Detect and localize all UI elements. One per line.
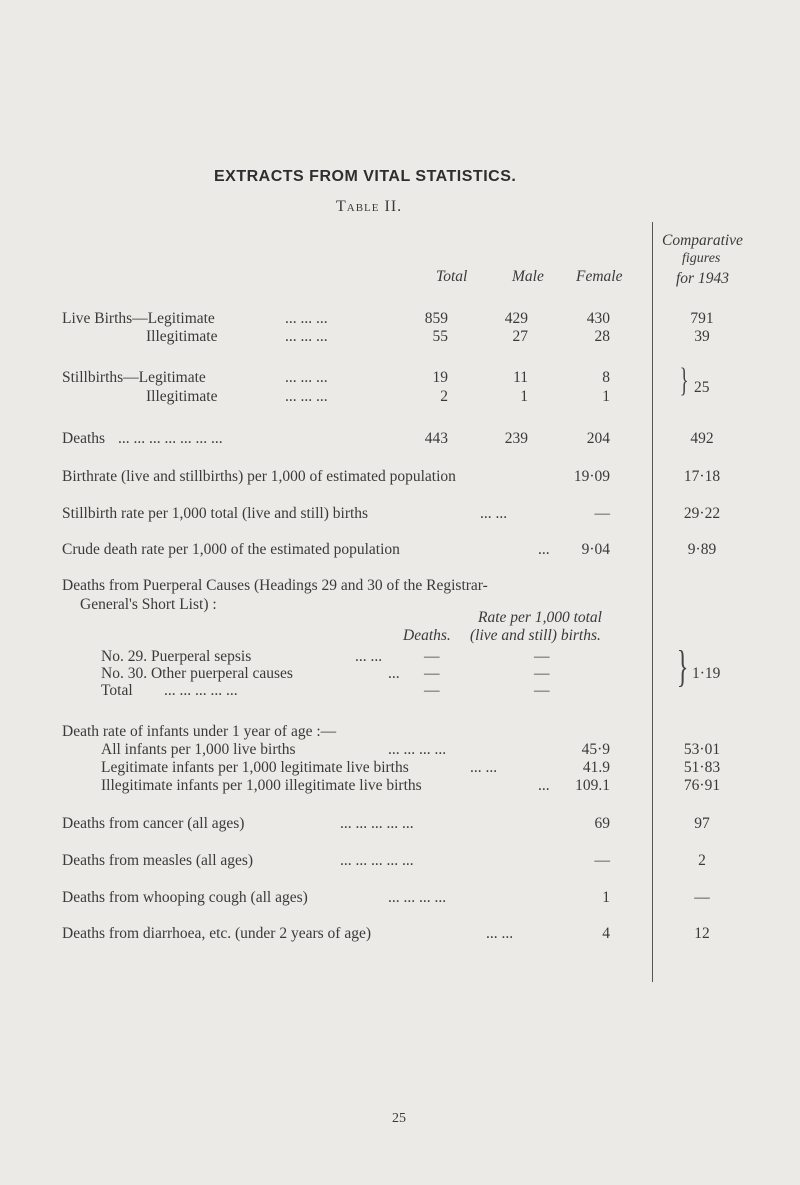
puerperal-rate-header-1: Rate per 1,000 total [478, 609, 602, 626]
leader-dots: ... ... [355, 648, 383, 665]
cell-deaths: — [424, 665, 440, 682]
row-label: Crude death rate per 1,000 of the estimated population [62, 541, 400, 558]
table-caption: Table II. [336, 198, 403, 215]
cell-comparative: 17·18 [683, 468, 721, 485]
col-total-header: Total [436, 268, 468, 285]
cell-female: 430 [586, 310, 610, 327]
puerperal-heading-1: Deaths from Puerperal Causes (Headings 29 and 30 of the Registrar- [62, 577, 488, 594]
cell-total: 2 [440, 388, 448, 405]
leader-dots: ... ... ... [285, 388, 328, 405]
col-comparative-header-1: Comparative [662, 232, 743, 249]
row-label: Legitimate infants per 1,000 legitimate live births [101, 759, 409, 776]
cell-comparative: 9·89 [687, 541, 717, 558]
leader-dots: ... [538, 777, 550, 794]
row-label: Illegitimate [146, 388, 218, 405]
cell-comparative: 39 [694, 328, 710, 345]
row-label: Stillbirths—Legitimate [62, 369, 206, 386]
leader-dots: ... ... ... ... [388, 741, 447, 758]
row-label: Birthrate (live and stillbirths) per 1,000 of estimated population [62, 468, 456, 485]
row-label: Total [101, 682, 133, 699]
cell-female: 8 [602, 369, 610, 386]
cell-female: 1 [602, 388, 610, 405]
leader-dots: ... ... [470, 759, 498, 776]
leader-dots: ... ... ... ... [388, 889, 447, 906]
cell-comparative: 1·19 [692, 665, 721, 682]
infants-heading: Death rate of infants under 1 year of age :— [62, 723, 337, 740]
cell-value: 1 [602, 889, 610, 906]
cell-comparative: 76·91 [683, 777, 721, 794]
cell-male: 11 [513, 369, 528, 386]
cell-value: 9·04 [581, 541, 610, 558]
cell-female: 28 [594, 328, 610, 345]
col-comparative-header-3: for 1943 [676, 270, 729, 287]
leader-dots: ... [538, 541, 550, 558]
cell-comparative: 492 [690, 430, 714, 447]
cell-rate: — [534, 665, 550, 682]
cell-male: 1 [520, 388, 528, 405]
row-label: Live Births—Legitimate [62, 310, 215, 327]
cell-rate: — [534, 682, 550, 699]
puerperal-heading-2: General's Short List) : [80, 596, 217, 613]
row-label: Deaths from measles (all ages) [62, 852, 254, 869]
cell-total: 19 [432, 369, 448, 386]
cell-value: 41.9 [582, 759, 610, 776]
row-label: Deaths from cancer (all ages) [62, 815, 245, 832]
cell-total: 859 [424, 310, 448, 327]
cell-deaths: — [424, 648, 440, 665]
cell-male: 27 [512, 328, 528, 345]
col-male-header: Male [512, 268, 544, 285]
cell-total: 55 [432, 328, 448, 345]
leader-dots: ... ... [486, 925, 514, 942]
cell-value: 45·9 [581, 741, 610, 758]
puerperal-deaths-header: Deaths. [403, 627, 451, 644]
leader-dots: ... ... ... [285, 328, 328, 345]
leader-dots: ... ... [480, 505, 508, 522]
row-label: All infants per 1,000 live births [101, 741, 296, 758]
leader-dots: ... ... ... [285, 369, 328, 386]
col-female-header: Female [576, 268, 623, 285]
leader-dots: ... ... ... ... ... [164, 682, 238, 699]
cell-male: 429 [504, 310, 528, 327]
column-divider [652, 222, 653, 982]
cell-comparative: 53·01 [683, 741, 721, 758]
cell-comparative: 97 [694, 815, 710, 832]
leader-dots: ... ... ... ... ... ... ... [118, 430, 223, 447]
puerperal-rate-header-2: (live and still) births. [470, 627, 601, 644]
cell-value: — [594, 505, 610, 522]
cell-value: 109.1 [575, 777, 610, 794]
cell-comparative: 51·83 [683, 759, 721, 776]
cell-male: 239 [504, 430, 528, 447]
cell-comparative: 29·22 [683, 505, 721, 522]
leader-dots: ... [388, 665, 400, 682]
page-number: 25 [392, 1111, 406, 1126]
cell-comparative: 791 [690, 310, 714, 327]
row-label: Deaths from whooping cough (all ages) [62, 889, 308, 906]
cell-rate: — [534, 648, 550, 665]
cell-value: — [594, 852, 610, 869]
leader-dots: ... ... ... [285, 310, 328, 327]
cell-total: 443 [424, 430, 448, 447]
row-label: No. 30. Other puerperal causes [101, 665, 293, 682]
cell-value: 4 [602, 925, 610, 942]
col-comparative-header-2: figures [682, 251, 721, 266]
cell-comparative: 2 [698, 852, 706, 869]
row-label: Illegitimate infants per 1,000 illegitimate live births [101, 777, 422, 794]
cell-value: 19·09 [573, 468, 610, 485]
cell-comparative: 12 [694, 925, 710, 942]
cell-female: 204 [586, 430, 610, 447]
right-brace: } [676, 642, 689, 691]
cell-deaths: — [424, 682, 440, 699]
page-title: EXTRACTS FROM VITAL STATISTICS. [214, 168, 517, 185]
cell-value: 69 [594, 815, 610, 832]
leader-dots: ... ... ... ... ... [340, 852, 414, 869]
leader-dots: ... ... ... ... ... [340, 815, 414, 832]
row-label: Stillbirth rate per 1,000 total (live and still) births [62, 505, 369, 522]
cell-comparative: — [694, 889, 710, 906]
row-label: Deaths [62, 430, 106, 447]
row-label: No. 29. Puerperal sepsis [101, 648, 252, 665]
row-label: Deaths from diarrhoea, etc. (under 2 years of age) [62, 925, 371, 942]
cell-comparative: 25 [694, 379, 710, 396]
right-brace: } [679, 362, 689, 399]
row-label: Illegitimate [146, 328, 218, 345]
